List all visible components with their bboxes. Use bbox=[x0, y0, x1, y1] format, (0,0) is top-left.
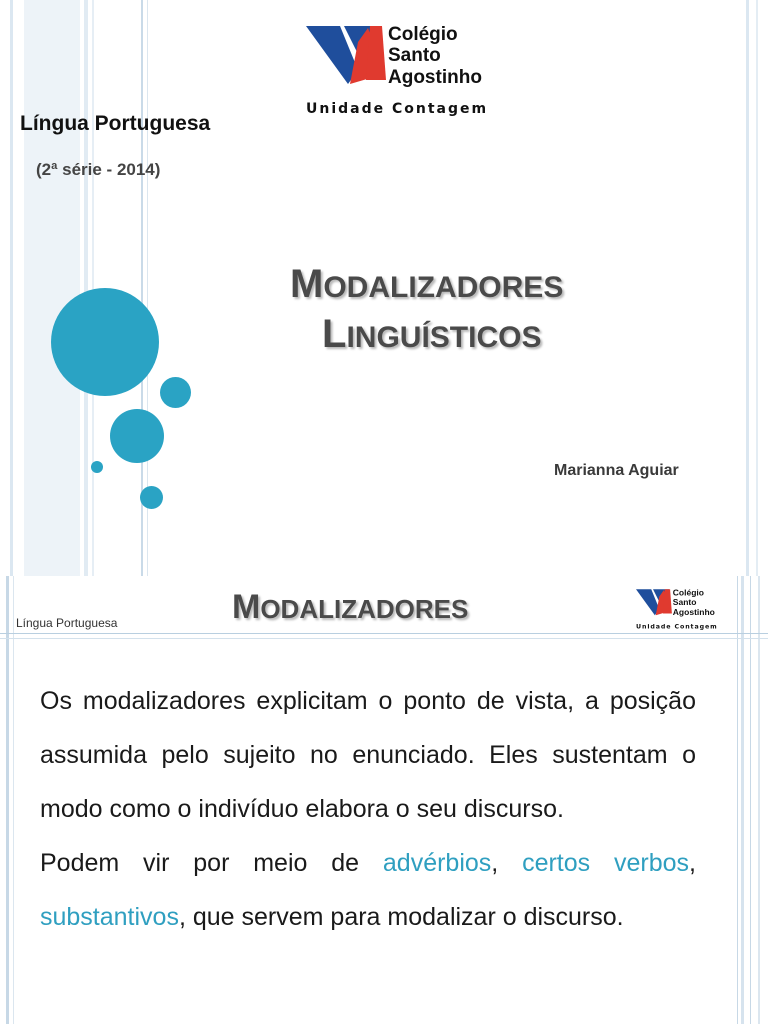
decor-stripe bbox=[758, 576, 760, 1024]
decor-stripe bbox=[13, 576, 14, 1024]
subject-label: Língua Portuguesa bbox=[20, 112, 211, 135]
logo-line-2: Santo bbox=[388, 45, 441, 66]
decor-circle bbox=[91, 461, 103, 473]
slide-title-line-2: LINGUÍSTICOS bbox=[322, 312, 542, 356]
slide-body bbox=[40, 674, 696, 944]
header-divider bbox=[0, 633, 768, 634]
grade-label: (2ª série - 2014) bbox=[36, 160, 161, 179]
slide-title-line-1: MODALIZADORES bbox=[290, 262, 564, 306]
decor-circle bbox=[140, 486, 163, 509]
highlight-term: certos verbos bbox=[522, 849, 690, 877]
subject-label: Língua Portuguesa bbox=[16, 616, 118, 630]
decor-stripe bbox=[756, 0, 758, 576]
header-divider bbox=[0, 638, 768, 639]
highlight-term: substantivos bbox=[40, 903, 179, 931]
decor-circle bbox=[110, 409, 164, 463]
decor-stripe bbox=[10, 0, 13, 576]
body-paragraph-1: Os modalizadores explicitam o ponto de vista, a posição assumida pelo sujeito no enunciado. Eles sustentam o modo como o indivíduo elabora o seu discurso. bbox=[40, 687, 696, 823]
decor-stripe bbox=[741, 576, 744, 1024]
logo-line-3: Agostinho bbox=[672, 606, 715, 617]
decor-stripe bbox=[746, 0, 749, 576]
decor-stripe bbox=[6, 576, 9, 1024]
logo-unit: Unidade Contagem bbox=[636, 623, 718, 631]
logo-line-2: Santo bbox=[672, 596, 697, 607]
decor-stripe bbox=[84, 0, 88, 576]
highlight-term: advérbios bbox=[382, 849, 492, 877]
logo-line-3: Agostinho bbox=[388, 67, 482, 88]
body-paragraph-2: Podem vir por meio de advérbios, certos verbos, substantivos, que servem para modalizar o discurso. bbox=[40, 849, 696, 931]
decor-circle bbox=[160, 377, 191, 408]
logo-line-1: Colégio bbox=[388, 24, 458, 45]
logo-line-1: Colégio bbox=[672, 587, 705, 598]
decor-stripe bbox=[750, 576, 751, 1024]
decor-circle-large bbox=[51, 288, 159, 396]
decor-stripe bbox=[737, 576, 738, 1024]
author-name: Marianna Aguiar bbox=[554, 462, 679, 479]
slide-title: MODALIZADORES bbox=[232, 588, 469, 626]
logo-unit: Unidade Contagem bbox=[306, 101, 489, 117]
school-logo bbox=[636, 586, 732, 632]
content-slide bbox=[0, 576, 768, 1024]
school-logo bbox=[306, 22, 520, 118]
decor-stripe bbox=[24, 0, 80, 576]
